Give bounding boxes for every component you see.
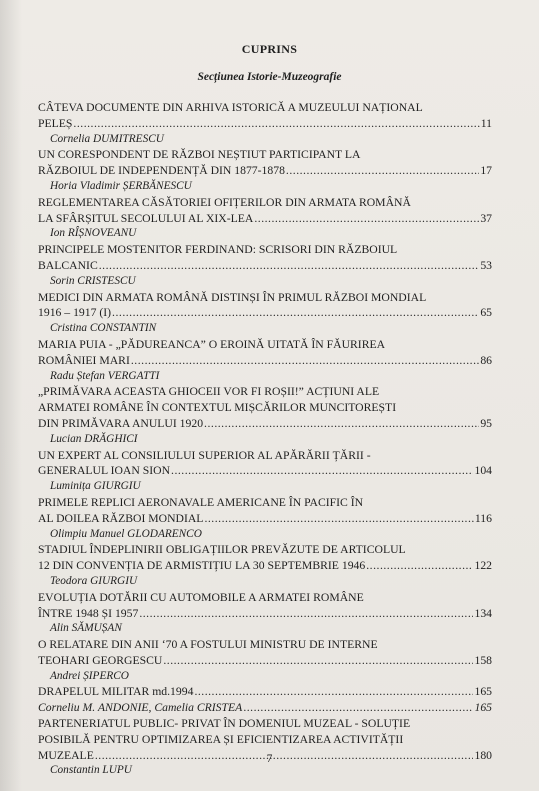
dot-leader bbox=[112, 305, 479, 321]
entry-title-text: LA SFÂRȘITUL SECOLULUI AL XIX-LEA bbox=[38, 211, 254, 225]
toc-entry-line bbox=[38, 116, 492, 132]
toc-entry-line bbox=[38, 732, 492, 748]
entry-page-number: 11 bbox=[480, 116, 492, 130]
page-title: CUPRINS bbox=[241, 42, 298, 56]
toc-entry bbox=[38, 195, 492, 242]
entry-author: Olimpiu Manuel GLODARENCO bbox=[50, 527, 202, 540]
toc-entry bbox=[38, 495, 492, 542]
entry-title-text: GENERALUL IOAN SION bbox=[38, 464, 171, 478]
entry-page-number: 134 bbox=[474, 606, 492, 620]
dot-leader bbox=[139, 606, 473, 622]
entry-page-number: 65 bbox=[480, 306, 492, 320]
toc-entry-line bbox=[38, 590, 492, 606]
toc-entry bbox=[38, 448, 492, 495]
toc-entry-line bbox=[38, 400, 492, 416]
entry-title-text: DIN PRIMĂVARA ANULUI 1920 bbox=[38, 416, 204, 430]
entry-page-number: 95 bbox=[480, 416, 492, 430]
entry-page-number: 180 bbox=[474, 748, 492, 762]
entry-title-text: 1916 – 1917 (I) bbox=[38, 306, 112, 320]
entry-title-text: MARIA PUIA - „PĂDUREANCA” O EROINĂ UITATĂ ÎN FĂURIREA bbox=[38, 337, 386, 351]
toc-entry-line bbox=[38, 700, 492, 716]
toc-entry-line bbox=[38, 353, 492, 369]
dot-leader bbox=[204, 511, 473, 527]
entry-title-text: 12 DIN CONVENȚIA DE ARMISTIȚIU LA 30 SEPTEMBRIE 1946 bbox=[38, 559, 366, 573]
entry-title-text: CÂTEVA DOCUMENTE DIN ARHIVA ISTORICĂ A MUZEULUI NAȚIONAL bbox=[38, 101, 423, 114]
entry-title-text: BALCANIC bbox=[38, 258, 98, 272]
entry-title-text: PRINCIPELE MOSTENITOR FERDINAND: SCRISORI DIN RĂZBOIUL bbox=[38, 243, 398, 257]
entry-author: Andrei ȘIPERCO bbox=[50, 669, 129, 682]
dot-leader bbox=[366, 558, 473, 574]
dot-leader bbox=[286, 163, 479, 179]
entry-title-text: „PRIMĂVARA ACEASTA GHIOCEII VOR FI ROȘII!” ACȚIUNI ALE bbox=[38, 385, 380, 399]
entry-page-number: 165 bbox=[474, 685, 492, 699]
toc-entry-line bbox=[38, 258, 492, 274]
entry-title-text: REGLEMENTAREA CĂSĂTORIEI OFIȚERILOR DIN ARMATA ROMÂNĂ bbox=[38, 195, 411, 209]
entry-page-number: 116 bbox=[474, 511, 492, 525]
entry-author: Alin SĂMUȘAN bbox=[50, 622, 122, 635]
toc-entry-line bbox=[38, 337, 492, 353]
entry-title-text: Corneliu M. ANDONIE, Camelia CRISTEA bbox=[38, 701, 243, 715]
toc-entry-line bbox=[38, 495, 492, 511]
entry-title-text: RĂZBOIUL DE INDEPENDENȚĂ DIN 1877-1878 bbox=[38, 164, 285, 178]
toc-entry bbox=[38, 700, 492, 716]
table-of-contents bbox=[38, 100, 492, 779]
dot-leader bbox=[131, 353, 479, 369]
entry-title-text: ÎNTRE 1948 ȘI 1957 bbox=[38, 606, 139, 620]
toc-entry bbox=[38, 637, 492, 684]
toc-entry-line bbox=[38, 558, 492, 574]
toc-entry bbox=[38, 684, 492, 700]
entry-page-number: 86 bbox=[480, 353, 492, 367]
entry-title-text: UN EXPERT AL CONSILIULUI SUPERIOR AL APĂRĂRII ȚĂRII - bbox=[38, 448, 371, 462]
entry-page-number: 165 bbox=[474, 701, 492, 715]
entry-title-text: MEDICI DIN ARMATA ROMÂNĂ DISTINȘI ÎN PRIMUL RĂZBOI MONDIAL bbox=[38, 290, 427, 304]
toc-entry bbox=[38, 147, 492, 194]
entry-title-text: UN CORESPONDENT DE RĂZBOI NEȘTIUT PARTICIPANT LA bbox=[38, 148, 361, 162]
toc-entry-line bbox=[38, 305, 492, 321]
toc-entry-line bbox=[38, 716, 492, 732]
entry-title-text: MUZEALE bbox=[38, 748, 94, 762]
dot-leader bbox=[243, 700, 473, 716]
toc-entry-line bbox=[38, 463, 492, 479]
entry-author: Cornelia DUMITRESCU bbox=[50, 132, 164, 145]
entry-title-text: EVOLUȚIA DOTĂRII CU AUTOMOBILE A ARMATEI ROMÂNE bbox=[38, 590, 364, 604]
entry-page-number: 37 bbox=[480, 211, 492, 225]
entry-page-number: 158 bbox=[474, 653, 492, 667]
entry-author: Teodora GIURGIU bbox=[50, 574, 138, 587]
entry-author: Lucian DRĂGHICI bbox=[50, 432, 138, 445]
entry-author: Constantin LUPU bbox=[50, 764, 132, 777]
entry-title-text: DRAPELUL MILITAR md.1994 bbox=[38, 685, 194, 699]
toc-entry-line bbox=[38, 242, 492, 258]
entry-page-number: 17 bbox=[480, 164, 492, 178]
toc-entry-line bbox=[38, 211, 492, 227]
dot-leader bbox=[204, 416, 479, 432]
entry-page-number: 104 bbox=[474, 464, 492, 478]
entry-title-text: PRIMELE REPLICI AERONAVALE AMERICANE ÎN PACIFIC ÎN bbox=[38, 495, 364, 509]
section-title: Secțiunea Istorie-Muzeografie bbox=[197, 71, 342, 83]
toc-entry bbox=[38, 542, 492, 589]
entry-author: Radu Ștefan VERGATTI bbox=[50, 369, 160, 382]
entry-title-text: AL DOILEA RĂZBOI MONDIAL bbox=[38, 511, 204, 525]
toc-entry bbox=[38, 716, 492, 779]
dot-leader bbox=[171, 463, 473, 479]
entry-author: Ion RÎȘNOVEANU bbox=[50, 227, 137, 240]
toc-entry-line bbox=[38, 147, 492, 163]
toc-entry-line bbox=[38, 637, 492, 653]
entry-title-text: O RELATARE DIN ANII ‘70 A FOSTULUI MINISTRU DE INTERNE bbox=[38, 638, 378, 652]
entry-title-text: STADIUL ÎNDEPLINIRII OBLIGAȚIILOR PREVĂZUTE DE ARTICOLUL bbox=[38, 543, 406, 557]
dot-leader bbox=[194, 684, 473, 700]
entry-author: Sorin CRISTESCU bbox=[50, 274, 136, 287]
entry-title-text: POSIBILĂ PENTRU OPTIMIZAREA ȘI EFICIENTIZAREA ACTIVITĂȚII bbox=[38, 732, 404, 746]
toc-entry-line bbox=[38, 416, 492, 432]
entry-title-text: PARTENERIATUL PUBLIC- PRIVAT ÎN DOMENIUL MUZEAL - SOLUȚIE bbox=[38, 717, 411, 731]
page-shadow bbox=[0, 0, 22, 791]
entry-title-text: PELEȘ bbox=[38, 116, 73, 130]
toc-entry-line bbox=[38, 511, 492, 527]
toc-entry bbox=[38, 290, 492, 337]
entry-title-text: ARMATEI ROMÂNE ÎN CONTEXTUL MIȘCĂRILOR MUNCITOREȘTI bbox=[38, 401, 397, 415]
toc-entry bbox=[38, 384, 492, 447]
toc-entry-line bbox=[38, 163, 492, 179]
entry-title-text: ROMÂNIEI MARI bbox=[38, 353, 130, 367]
toc-entry bbox=[38, 337, 492, 384]
entry-author: Cristina CONSTANTIN bbox=[50, 322, 157, 335]
dot-leader bbox=[73, 116, 479, 132]
toc-entry-line bbox=[38, 384, 492, 400]
entry-title-text: TEOHARI GEORGESCU bbox=[38, 653, 163, 667]
toc-entry bbox=[38, 100, 492, 147]
toc-entry-line bbox=[38, 606, 492, 622]
dot-leader bbox=[163, 653, 473, 669]
dot-leader bbox=[99, 258, 480, 274]
page-number: 7 bbox=[266, 753, 273, 765]
entry-author: Horia Vladimir ȘERBĂNESCU bbox=[50, 179, 192, 192]
toc-entry bbox=[38, 242, 492, 289]
toc-entry-line bbox=[38, 290, 492, 306]
entry-page-number: 122 bbox=[474, 559, 492, 573]
toc-entry-line bbox=[38, 542, 492, 558]
dot-leader bbox=[254, 211, 479, 227]
toc-entry bbox=[38, 590, 492, 637]
toc-entry-line bbox=[38, 684, 492, 700]
toc-entry-line bbox=[38, 195, 492, 211]
entry-page-number: 53 bbox=[480, 258, 492, 272]
toc-entry-line bbox=[38, 448, 492, 464]
toc-entry-line bbox=[38, 653, 492, 669]
toc-entry-line bbox=[38, 100, 492, 116]
entry-author: Luminița GIURGIU bbox=[50, 480, 141, 493]
